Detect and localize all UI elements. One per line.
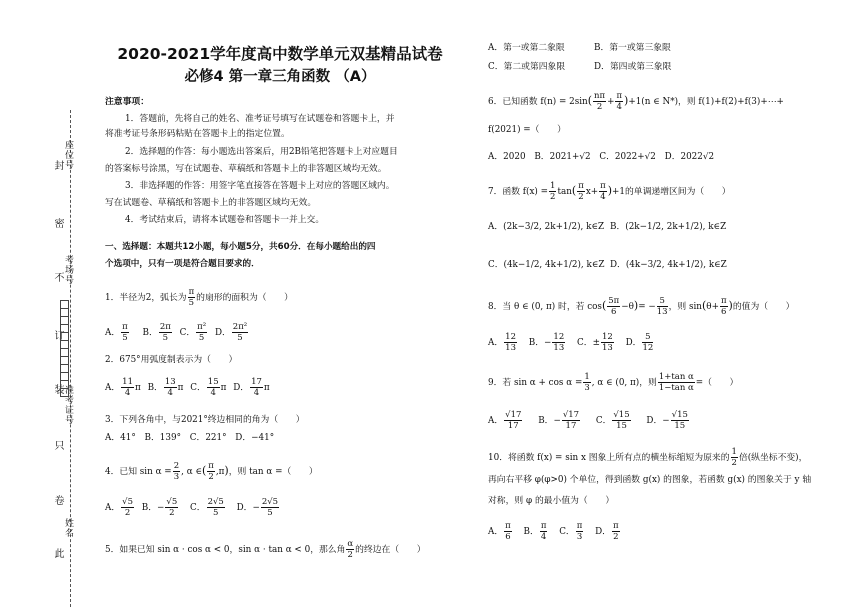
question-9-stem: 9．若 sin α + cos α = $\frac{1}{3}$ , α ∈ (0, π)，则 $\frac{\text{1+tan α}}{\text{1−tan α}}$ =（ ）: [488, 372, 739, 393]
question-4-options: A． $\frac{√5}{2}$ B．− $\frac{√5}{2}$ C． $\frac{2√5}{5}$ D．− $\frac{2√5}{5}$: [105, 497, 279, 518]
seal-char-7: 卷: [52, 495, 63, 506]
seal-char-8: 此: [52, 548, 63, 559]
question-10-stem-cont: 再向右平移 φ(φ>0) 个单位，得到函数 g(x) 的图象，若函数 g(x) 的图象关于 y 轴: [488, 475, 812, 485]
notice-line: 的答案标号涂黑，写在试题卷、草稿纸和答题卡上的非答题区域均无效。: [105, 164, 387, 174]
seal-char-4: 订: [52, 330, 63, 341]
seal-char-2: 密: [52, 218, 63, 229]
notice-line: 2．选择题的作答：每小题选出答案后，用2B铅笔把答题卡上对应题目: [125, 147, 398, 157]
question-5-option-a: A．第一或第二象限: [488, 43, 565, 53]
seal-char-1: 封: [52, 160, 63, 171]
question-8-options: A． $\frac{12}{13}$ B．− $\frac{12}{13}$ C．± $\frac{12}{13}$ D． $\frac{5}{12}$: [488, 332, 654, 353]
question-6-stem: 6．已知函数 f(n) = 2sin( $\frac{n\pi}{2}$ + $\frac{\pi}{4}$ )+1(n ∈ N*)，则 f(1)+f(2)+f(3)+⋯+: [488, 91, 784, 112]
question-2-options: A． $\frac{11}{4}$ π B． $\frac{13}{4}$ π C． $\frac{15}{4}$ π D． $\frac{17}{4}$ π: [105, 377, 270, 398]
notice-heading: 注意事项：: [105, 97, 149, 107]
exam-title: 2020-2021学年度高中数学单元双基精品试卷: [117, 45, 443, 63]
question-7-option-d: D．(4k−3/2, 4k+1/2), k∈Z: [610, 260, 727, 270]
question-2-stem: 2．675°用弧度制表示为（ ）: [105, 355, 238, 365]
section-heading: 个选项中，只有一项是符合题目要求的．: [105, 259, 260, 269]
admission-number-boxes: [60, 300, 69, 397]
exam-room-label: 考场号: [63, 255, 73, 285]
question-7-option-c: C．(4k−1/2, 4k+1/2), k∈Z: [488, 260, 605, 270]
seal-char-5: 装: [52, 384, 63, 395]
question-7-stem: 7．函数 f(x) = $\frac{1}{2}$ tan( $\frac{\pi}{2}$ x+ $\frac{\pi}{4}$ )+1的单调递增区间为（ ）: [488, 181, 731, 202]
exam-subtitle: 必修4 第一章三角函数 （A）: [184, 69, 376, 85]
question-5-option-d: D．第四或第三象限: [594, 62, 672, 72]
question-1-stem: 1．半径为2，弧长为 $\frac{\pi}{5}$ 的扇形的面积为（ ）: [105, 287, 293, 308]
question-6-options: A．2020 B．2021+√2 C．2022+√2 D．2022√2: [488, 152, 715, 162]
seat-number-label: 座位号: [63, 140, 73, 170]
question-5-option-c: C．第二或第四象限: [488, 62, 566, 72]
admission-number-label: 准考证号: [63, 385, 73, 425]
notice-line: 3．非选择题的作答：用签字笔直接答在答题卡上对应的答题区域内。: [125, 181, 395, 191]
name-label: 姓名: [63, 518, 73, 538]
question-3-stem: 3．下列各角中，与2021°终边相同的角为（ ）: [105, 415, 305, 425]
question-10-stem: 10．将函数 f(x) = sin x 图象上所有点的横坐标缩短为原来的 $\frac{1}{2}$ 倍(纵坐标不变)，: [488, 447, 808, 468]
question-7-option-a: A．(2k−3/2, 2k+1/2), k∈Z: [488, 222, 605, 232]
notice-line: 1．答题前，先将自己的姓名、准考证号填写在试题卷和答题卡上，并: [125, 114, 395, 124]
question-4-stem: 4．已知 sin α = $\frac{2}{3}$ , α ∈( $\frac{\pi}{2}$ ,π)，则 tan α =（ ）: [105, 461, 318, 482]
question-9-options: A． $\frac{√17}{17}$ B．− $\frac{√17}{17}$ C． $\frac{√15}{15}$ D．− $\frac{√15}{15}$: [488, 410, 688, 431]
seal-char-6: 只: [52, 440, 63, 451]
seal-char-3: 不: [52, 272, 63, 283]
question-5-stem: 5．如果已知 sin α · cos α < 0，sin α · tan α < 0，那么角 $\frac{\alpha}{2}$ 的终边在（ ）: [105, 539, 426, 560]
question-7-option-b: B．(2k−1/2, 2k+1/2), k∈Z: [610, 222, 727, 232]
question-10-options: A． $\frac{\pi}{6}$ B． $\frac{\pi}{4}$ C． $\frac{\pi}{3}$ D． $\frac{\pi}{2}$: [488, 521, 619, 542]
notice-line: 将准考证号条形码粘贴在答题卡上的指定位置。: [105, 129, 290, 139]
question-1-options: A． $\frac{\pi}{5}$ B． $\frac{2\pi}{5}$ C． $\frac{\text{π²}}{5}$ D． $\frac{\text{2π²}}{5}$: [105, 322, 248, 343]
notice-line: 4．考试结束后，请将本试题卷和答题卡一并上交。: [125, 215, 325, 225]
question-5-option-b: B．第一或第三象限: [594, 43, 671, 53]
question-6-stem-cont: f(2021) =（ ）: [488, 125, 566, 135]
section-heading: 一、选择题：本题共12小题，每小题5分，共60分．在每小题给出的四: [105, 242, 376, 252]
question-10-stem-cont: 对称，则 φ 的最小值为（ ）: [488, 496, 615, 506]
question-8-stem: 8．当 θ ∈ (0, π) 时，若 cos( $\frac{5\pi}{6}$ −θ)= − $\frac{5}{13}$ ，则 sin(θ+ $\frac{\pi}{6}$ )的值为（ ）: [488, 296, 795, 317]
notice-line: 写在试题卷、草稿纸和答题卡上的非答题区域均无效。: [105, 198, 317, 208]
question-3-options: A．41° B．139° C．221° D．−41°: [105, 433, 275, 443]
